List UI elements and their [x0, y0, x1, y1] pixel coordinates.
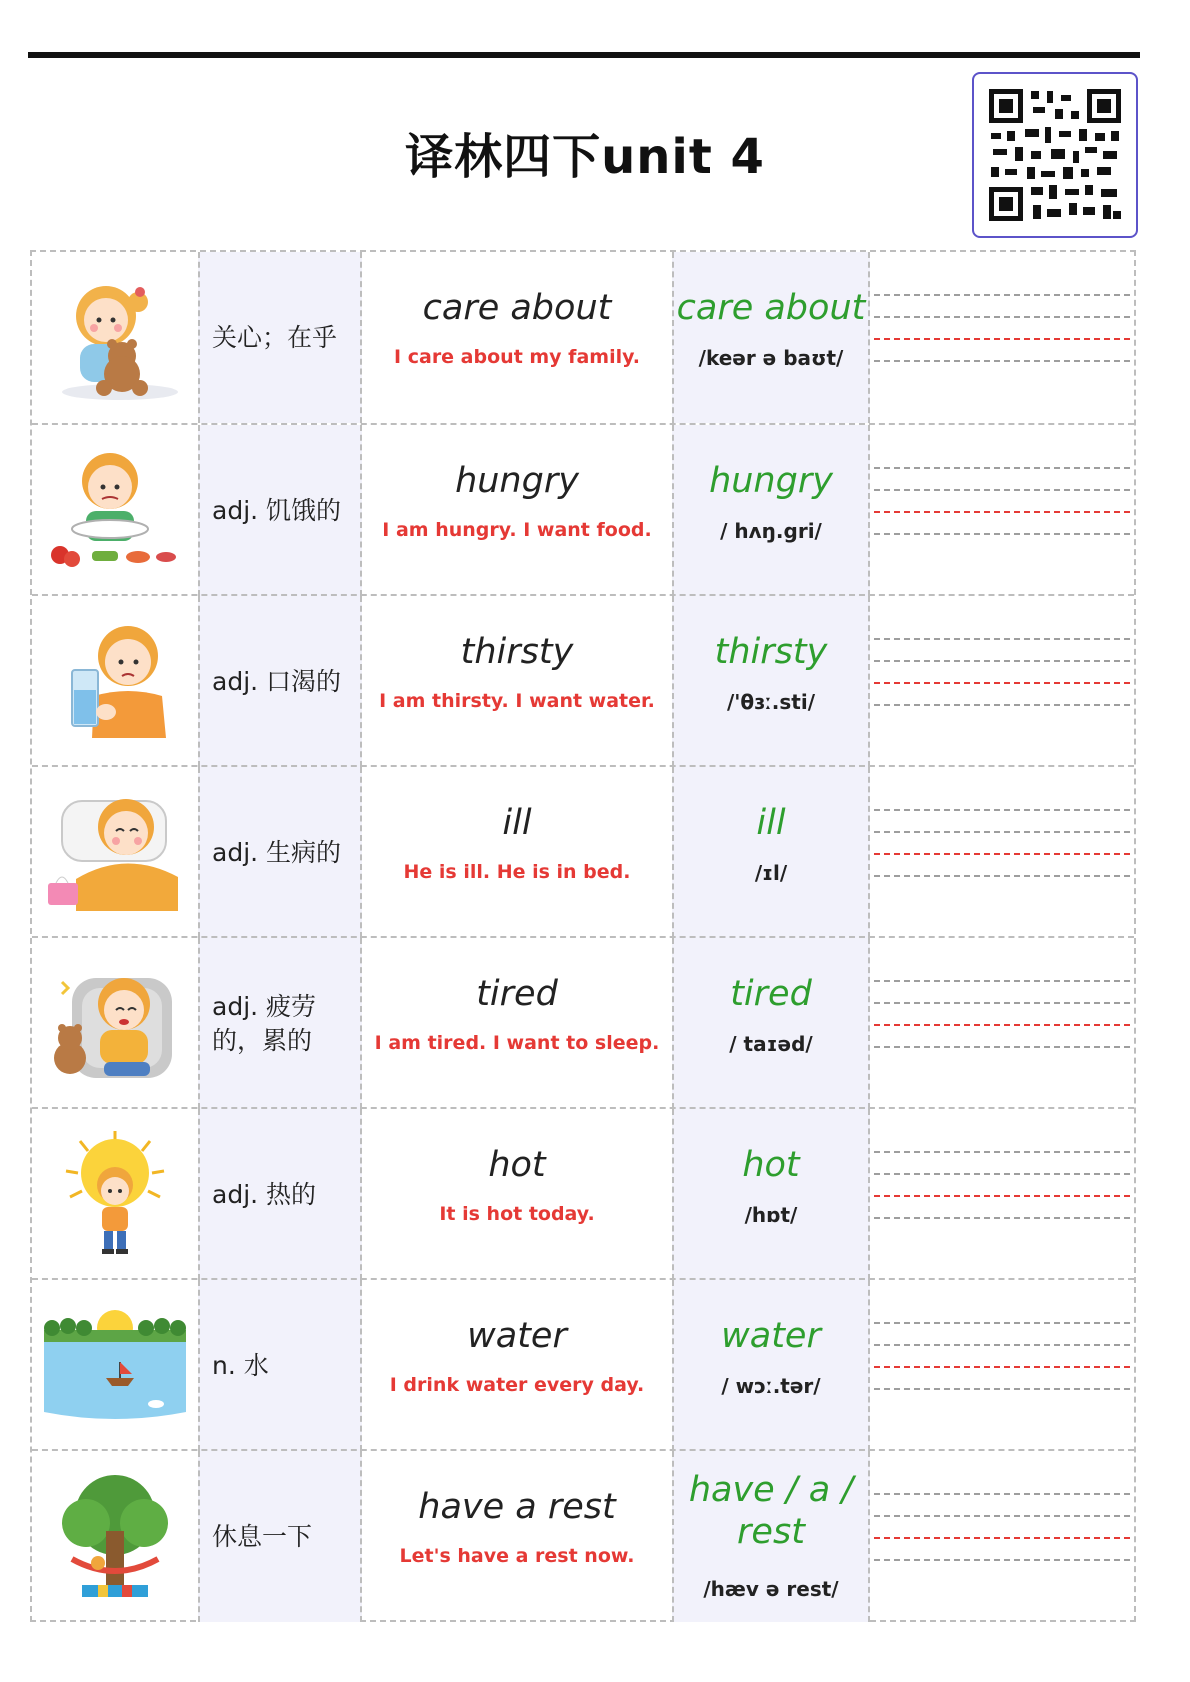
writing-baseline — [874, 1024, 1130, 1026]
meaning-cell — [198, 1451, 362, 1622]
pronunciation-cell — [672, 596, 870, 767]
writing-line — [874, 1559, 1130, 1561]
table-row — [32, 936, 1134, 1109]
meaning-cell — [198, 938, 362, 1109]
writing-line — [874, 489, 1130, 491]
meaning-text: 关心；在乎 — [212, 322, 338, 352]
writing-line — [874, 467, 1130, 469]
sick-boy-in-bed-icon — [42, 787, 188, 917]
phonetic-text: /keər ə baʊt/ — [698, 346, 844, 370]
writing-line — [874, 660, 1130, 662]
word-green: tired — [730, 974, 812, 1014]
word-cell — [362, 425, 672, 596]
writing-line — [874, 638, 1130, 640]
writing-lines — [870, 1109, 1134, 1280]
word-text: water — [467, 1316, 567, 1356]
writing-line — [874, 1217, 1130, 1219]
writing-line — [874, 1046, 1130, 1048]
writing-line — [874, 704, 1130, 706]
word-green: care about — [676, 288, 866, 328]
word-text: hot — [488, 1145, 546, 1185]
word-cell — [362, 1109, 672, 1280]
table-row — [32, 252, 1134, 423]
example-sentence: I am thirsty. I want water. — [379, 690, 655, 712]
example-sentence: Let's have a rest now. — [399, 1545, 635, 1567]
pronunciation-cell — [672, 425, 870, 596]
word-green: hungry — [709, 461, 833, 501]
qr-code — [972, 72, 1138, 238]
word-green: ill — [756, 803, 786, 843]
writing-line — [874, 1388, 1130, 1390]
writing-baseline — [874, 338, 1130, 340]
qr-code-icon — [985, 85, 1125, 225]
picture-cell — [32, 596, 198, 767]
writing-line — [874, 1344, 1130, 1346]
table-row — [32, 423, 1134, 596]
boy-holding-water-glass-icon — [42, 616, 188, 746]
word-cell — [362, 938, 672, 1109]
word-cell — [362, 767, 672, 938]
word-green: hot — [742, 1145, 800, 1185]
meaning-text: adj. 热的 — [212, 1179, 317, 1209]
writing-lines — [870, 425, 1134, 596]
tired-boy-in-armchair-icon — [42, 958, 188, 1088]
top-rule — [28, 52, 1140, 58]
word-text: thirsty — [460, 632, 574, 672]
writing-lines — [870, 767, 1134, 938]
writing-line — [874, 1493, 1130, 1495]
writing-baseline — [874, 1366, 1130, 1368]
meaning-cell — [198, 596, 362, 767]
writing-line — [874, 360, 1130, 362]
meaning-text: adj. 饥饿的 — [212, 495, 342, 525]
word-text: have a rest — [418, 1487, 616, 1527]
writing-lines — [870, 938, 1134, 1109]
pronunciation-cell — [672, 938, 870, 1109]
table-row — [32, 1107, 1134, 1280]
writing-line — [874, 831, 1130, 833]
writing-line — [874, 1515, 1130, 1517]
writing-line — [874, 294, 1130, 296]
writing-baseline — [874, 1537, 1130, 1539]
phonetic-text: /'θɜː.sti/ — [726, 690, 816, 714]
example-sentence: He is ill. He is in bed. — [403, 861, 631, 883]
writing-lines — [870, 252, 1134, 423]
writing-line — [874, 809, 1130, 811]
writing-baseline — [874, 853, 1130, 855]
phonetic-text: / wɔː.tər/ — [721, 1374, 821, 1398]
writing-line — [874, 1322, 1130, 1324]
word-cell — [362, 596, 672, 767]
table-row — [32, 1449, 1134, 1622]
pronunciation-cell — [672, 1451, 870, 1622]
picture-cell — [32, 1451, 198, 1622]
word-cell — [362, 1280, 672, 1451]
pronunciation-cell — [672, 1280, 870, 1451]
picture-cell — [32, 1280, 198, 1451]
phonetic-text: /hɒt/ — [744, 1203, 798, 1227]
example-sentence: I am hungry. I want food. — [382, 519, 652, 541]
writing-baseline — [874, 1195, 1130, 1197]
meaning-cell — [198, 252, 362, 423]
phonetic-text: /ɪl/ — [754, 861, 788, 885]
meaning-text: adj. 口渴的 — [212, 666, 342, 696]
picture-cell — [32, 252, 198, 423]
example-sentence: I drink water every day. — [389, 1374, 645, 1396]
writing-baseline — [874, 511, 1130, 513]
writing-line — [874, 980, 1130, 982]
hammock-under-tree-icon — [42, 1471, 188, 1601]
example-sentence: I am tired. I want to sleep. — [374, 1032, 660, 1054]
writing-lines — [870, 1280, 1134, 1451]
meaning-cell — [198, 1280, 362, 1451]
meaning-cell — [198, 1109, 362, 1280]
example-sentence: It is hot today. — [439, 1203, 595, 1225]
word-green: thirsty — [714, 632, 828, 672]
writing-line — [874, 1173, 1130, 1175]
meaning-text: adj. 疲劳的，累的 — [212, 991, 317, 1055]
table-row — [32, 594, 1134, 767]
meaning-cell — [198, 425, 362, 596]
table-row — [32, 765, 1134, 938]
phonetic-text: / taɪəd/ — [729, 1032, 813, 1056]
pronunciation-cell — [672, 1109, 870, 1280]
writing-line — [874, 533, 1130, 535]
picture-cell — [32, 1109, 198, 1280]
writing-lines — [870, 596, 1134, 767]
boy-under-hot-sun-icon — [42, 1129, 188, 1259]
word-cell — [362, 1451, 672, 1622]
word-cell — [362, 252, 672, 423]
word-green: have / a / rest — [688, 1470, 854, 1552]
writing-baseline — [874, 682, 1130, 684]
meaning-text: n. 水 — [212, 1350, 269, 1380]
word-text: tired — [476, 974, 558, 1014]
writing-line — [874, 316, 1130, 318]
picture-cell — [32, 938, 198, 1109]
word-green: water — [721, 1316, 821, 1356]
picture-cell — [32, 767, 198, 938]
writing-line — [874, 1151, 1130, 1153]
word-text: ill — [502, 803, 532, 843]
table-row — [32, 1278, 1134, 1451]
phonetic-text: / hʌŋ.gri/ — [720, 519, 822, 543]
vocabulary-table — [30, 250, 1136, 1622]
example-sentence: I care about my family. — [394, 346, 640, 368]
page-title: 译林四下unit 4 — [405, 129, 765, 185]
pronunciation-cell — [672, 767, 870, 938]
writing-line — [874, 875, 1130, 877]
meaning-text: 休息一下 — [212, 1521, 313, 1551]
pronunciation-cell — [672, 252, 870, 423]
writing-lines — [870, 1451, 1134, 1622]
meaning-cell — [198, 767, 362, 938]
writing-line — [874, 1002, 1130, 1004]
meaning-text: adj. 生病的 — [212, 837, 342, 867]
picture-cell — [32, 425, 198, 596]
boy-with-empty-plate-icon — [42, 445, 188, 575]
phonetic-text: /hæv ə rest/ — [703, 1577, 839, 1601]
word-text: care about — [422, 288, 612, 328]
lake-with-boat-icon — [42, 1300, 188, 1430]
word-text: hungry — [455, 461, 579, 501]
girl-hugging-teddy-bear-icon — [42, 272, 188, 402]
